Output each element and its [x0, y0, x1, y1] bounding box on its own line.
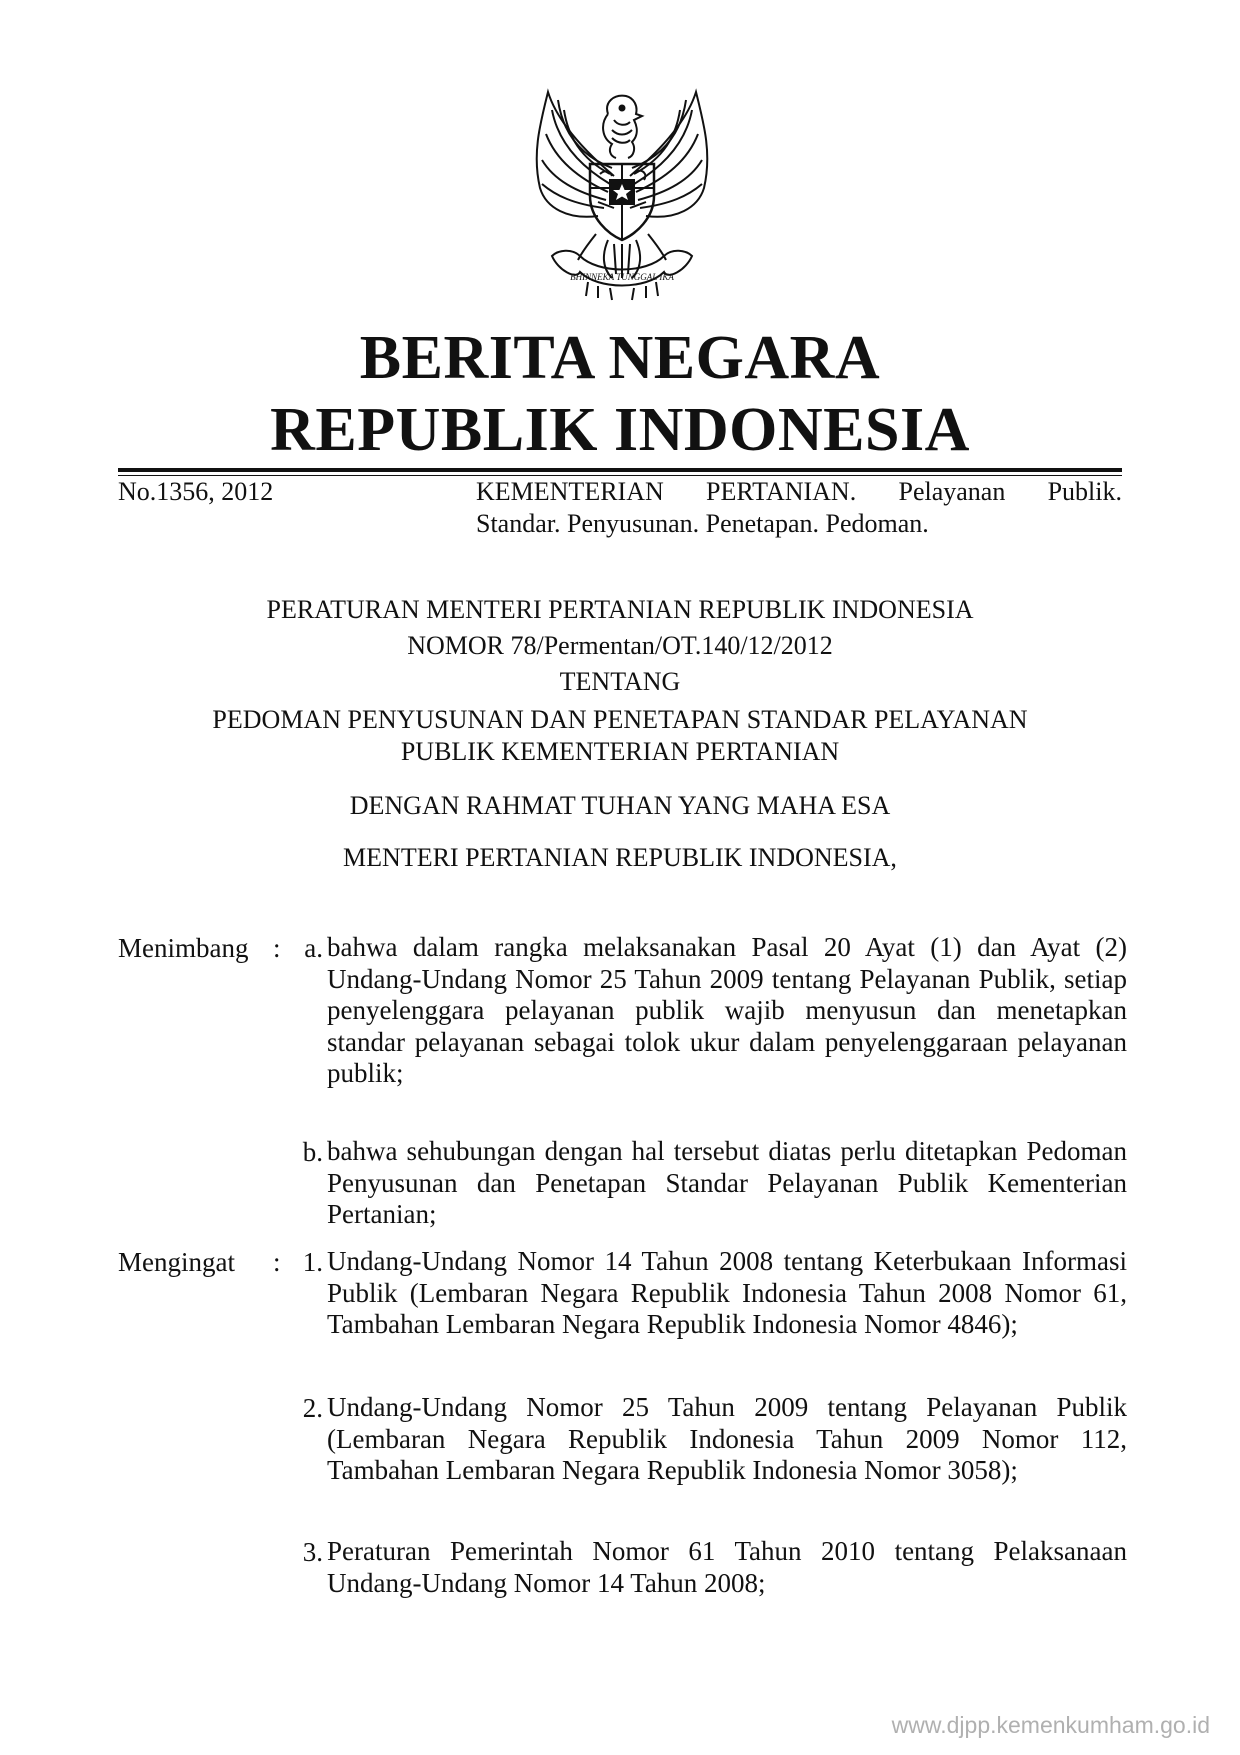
mengingat-2-text: Undang-Undang Nomor 25 Tahun 2009 tentang Pelayanan Publik (Lembaran Negara Republik Indonesia Tahun 2009 Nomor 112, Tambahan Lembaran Negara Republik Indonesia Nomor 3058);: [327, 1392, 1127, 1485]
issue-subject-line1: KEMENTERIAN PERTANIAN. Pelayanan Publik.: [476, 477, 1122, 506]
regulation-title: PERATURAN MENTERI PERTANIAN REPUBLIK INDONESIA: [266, 595, 974, 624]
menimbang-b-text: bahwa sehubungan dengan hal tersebut diatas perlu ditetapkan Pedoman Penyusunan dan Penetapan Standar Pelayanan Publik Kementerian Pertanian;: [327, 1136, 1127, 1229]
regulation-subject-line2: PUBLIK KEMENTERIAN PERTANIAN: [400, 737, 840, 766]
mengingat-3-text: Peraturan Pemerintah Nomor 61 Tahun 2010 tentang Pelaksanaan Undang-Undang Nomor 14 Tahun 2008;: [327, 1536, 1127, 1598]
regulation-subject-line1: PEDOMAN PENYUSUNAN DAN PENETAPAN STANDAR PELAYANAN: [212, 705, 1028, 734]
mengingat-1-marker: 1.: [302, 1247, 323, 1277]
mengingat-2-marker: 2.: [302, 1393, 323, 1423]
menimbang-colon: :: [273, 933, 281, 963]
issue-number: No.1356, 2012: [118, 477, 274, 506]
mengingat-label: Mengingat: [118, 1247, 235, 1277]
mengingat-colon: :: [273, 1247, 281, 1277]
regulation-number: NOMOR 78/Permentan/OT.140/12/2012: [407, 631, 833, 660]
issue-subject-line2: Standar. Penyusunan. Penetapan. Pedoman.: [476, 509, 929, 538]
source-watermark: www.djpp.kemenkumham.go.id: [891, 1712, 1210, 1738]
issue-subject: [476, 476, 1122, 540]
masthead-title-line1: BERITA NEGARA: [359, 324, 881, 392]
header-rule-thick: [118, 468, 1122, 472]
preamble-minister: MENTERI PERTANIAN REPUBLIK INDONESIA,: [343, 843, 897, 872]
menimbang-a-text: bahwa dalam rangka melaksanakan Pasal 20 Ayat (1) dan Ayat (2) Undang-Undang Nomor 25 Tahun 2009 tentang Pelayanan Publik, setiap penyelenggara pelayanan publik wajib menyusun dan menetapkan standar pelayanan sebagai tolok ukur dalam penyelenggaraan pelayanan publik;: [327, 932, 1127, 1088]
emblem-motto: BHINNEKA TUNGGAL IKA: [570, 272, 674, 282]
menimbang-a-marker: a.: [304, 933, 323, 963]
menimbang-label: Menimbang: [118, 933, 249, 963]
regulation-tentang: TENTANG: [559, 667, 681, 696]
mengingat-1-text: Undang-Undang Nomor 14 Tahun 2008 tentang Keterbukaan Informasi Publik (Lembaran Negara Republik Indonesia Tahun 2008 Nomor 61, Tambahan Lembaran Negara Republik Indonesia Nomor 4846);: [327, 1246, 1127, 1339]
preamble-invocation: DENGAN RAHMAT TUHAN YANG MAHA ESA: [349, 791, 891, 820]
mengingat-3-marker: 3.: [302, 1537, 323, 1567]
masthead-title-line2: REPUBLIK INDONESIA: [270, 396, 970, 464]
garuda-pancasila-emblem-icon: [518, 84, 726, 302]
menimbang-b-marker: b.: [302, 1137, 323, 1167]
